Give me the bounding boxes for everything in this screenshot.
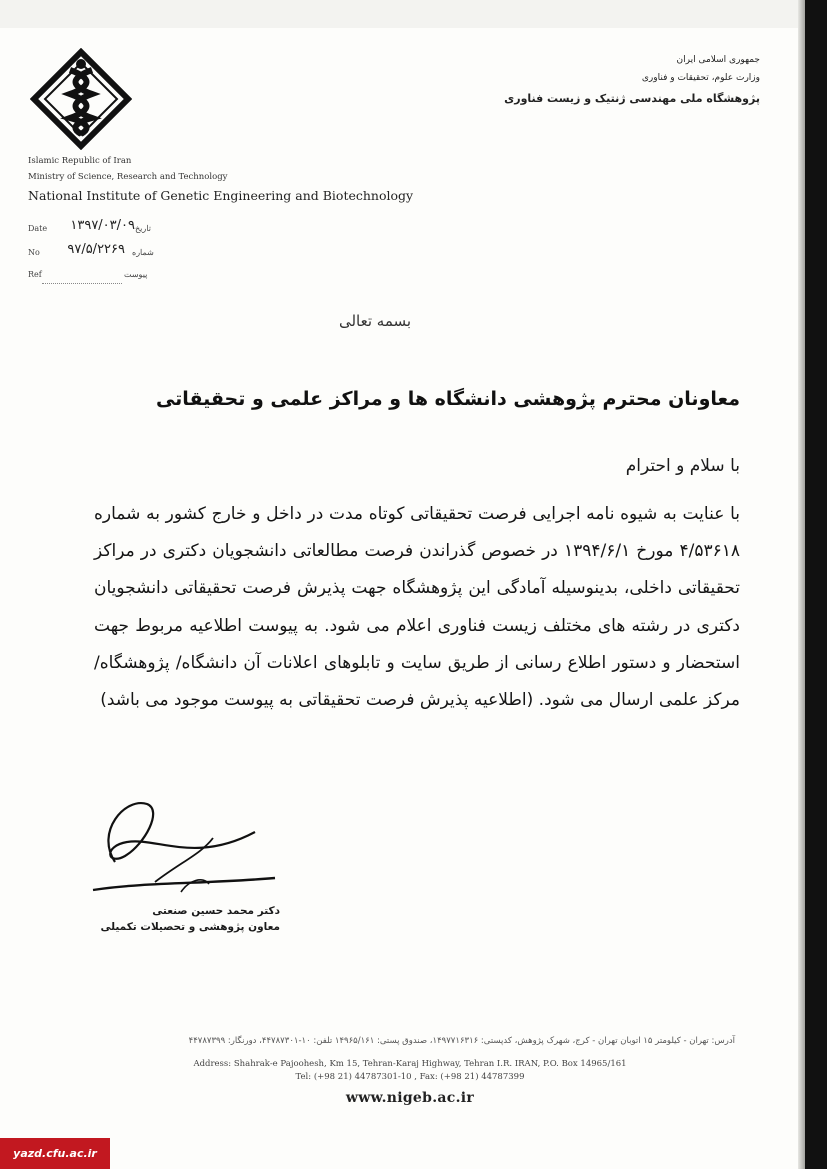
footer-address-en <box>130 1058 690 1084</box>
en-country-line: Islamic Republic of Iran <box>28 156 132 166</box>
addressee: معاونان محترم پژوهشی دانشگاه ها و مراکز علمی و تحقیقاتی <box>155 388 740 410</box>
number-label: No <box>28 248 40 257</box>
date-value: ۱۳۹۷/۰۳/۰۹ <box>70 218 135 233</box>
footer-phone-line: Tel: (+98 21) 44787301-10 , Fax: (+98 21) 44787399 <box>295 1072 525 1082</box>
date-label: Date <box>28 224 48 233</box>
ref-dotted-line <box>42 283 122 284</box>
fa-country-line: جمهوری اسلامی ایران <box>676 55 760 65</box>
greeting: با سلام و احترام <box>625 456 740 476</box>
en-ministry-line: Ministry of Science, Research and Technology <box>28 172 228 182</box>
scan-border-top <box>0 0 806 28</box>
scan-border-right <box>805 0 827 1169</box>
signatory <box>80 903 280 935</box>
footer-website[interactable]: www.nigeb.ac.ir <box>345 1090 475 1106</box>
ref-label: Ref <box>28 270 42 279</box>
footer-address-line: Address: Shahrak-e Pajoohesh, Km 15, Tehran-Karaj Highway, Tehran I.R. IRAN, P.O. Box 14965/161 <box>193 1059 627 1069</box>
en-institute-name: National Institute of Genetic Engineering and Biotechnology <box>28 188 414 203</box>
fa-institute-name: پژوهشگاه ملی مهندسی ژنتیک و زیست فناوری <box>504 92 760 105</box>
source-watermark-tag: yazd.cfu.ac.ir <box>0 1138 110 1169</box>
number-value: ۹۷/۵/۲۲۶۹ <box>67 242 125 257</box>
ref-label-fa: پیوست <box>124 270 148 279</box>
number-label-fa: شماره <box>132 248 154 257</box>
basmala: بسمه تعالی <box>338 312 412 330</box>
signatory-name: دکتر محمد حسین صنعتی <box>152 905 280 917</box>
fa-ministry-line: وزارت علوم، تحقیقات و فناوری <box>641 73 760 83</box>
signatory-title: معاون پژوهشی و تحصیلات تکمیلی <box>100 921 280 933</box>
letter-body: با عنایت به شیوه نامه اجرایی فرصت تحقیقاتی کوتاه مدت در داخل و خارج کشور به شماره ۴/۵۳۶۱۸ مورخ ۱۳۹۴/۶/۱ در خصوص گذراندن فرصت مطالعاتی دانشجویان دکتری در مراکز تحقیقاتی داخلی، بدینوسیله آمادگی این پژوهشگاه جهت پذیرش فرصت تحقیقاتی دانشجویان دکتری در رشته های مختلف زیست فناوری اعلام می شود. به پیوست اطلاعیه مربوط جهت استحضار و دستور اطلاع رسانی از طریق سایت و تابلوهای اعلانات آن دانشگاه/ پژوهشگاه/ مرکز علمی ارسال می شود. (اطلاعیه پذیرش فرصت تحقیقاتی به پیوست موجود می باشد) <box>94 504 740 711</box>
date-label-fa: تاریخ <box>135 224 151 233</box>
footer-address-fa: آدرس: تهران - کیلومتر ۱۵ اتوبان تهران - کرج، شهرک پژوهش، کدپستی: ۱۴۹۷۷۱۶۳۱۶، صندوق پستی: ۱۴۹۶۵/۱۶۱ تلفن: ۱۰-۴۴۷۸۷۳۰۱، دورنگار: ۴۴۷۸۷۳۹۹ <box>188 1036 735 1046</box>
institute-logo <box>30 48 132 150</box>
